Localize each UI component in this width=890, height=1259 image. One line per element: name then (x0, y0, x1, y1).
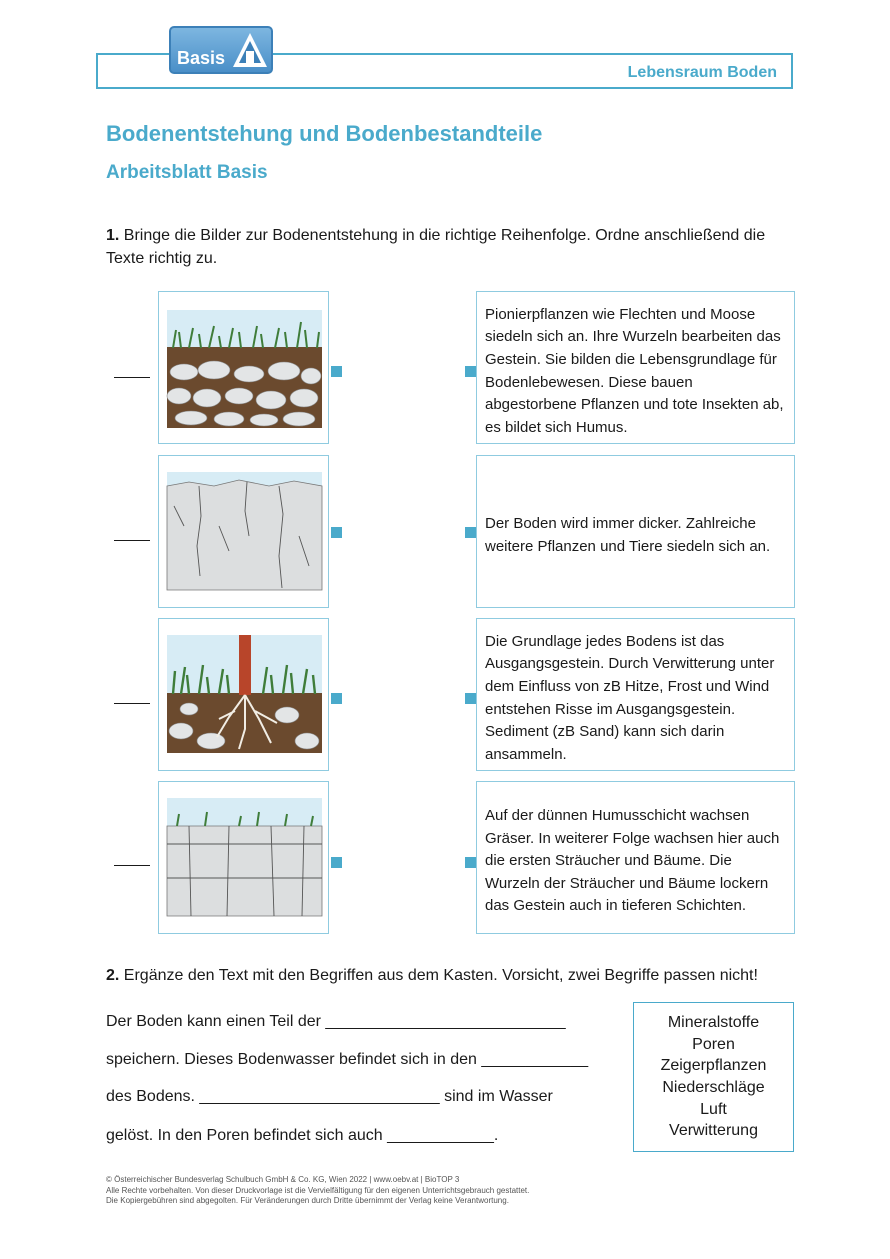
header-topic: Lebensraum Boden (627, 64, 777, 81)
task2-number: 2. (106, 967, 120, 984)
image-plants-roots (158, 618, 329, 771)
footer-line-1: © Österreichischer Bundesverlag Schulbuch GmbH & Co. KG, Wien 2022 | www.oebv.at | BioTOP 3 (106, 1175, 460, 1184)
text-box-4-content: Auf der dünnen Humusschicht wachsen Gräser. In weiterer Folge wachsen hier auch die ersten Sträucher und Bäume. Die Wurzeln der Sträucher und Bäume lockern das Gestein auch in tieferen Schichten. (485, 807, 780, 915)
word-item: Poren (692, 1035, 735, 1053)
word-item: Verwitterung (669, 1122, 758, 1140)
triangle-logo-icon (231, 31, 269, 69)
order-blank-4[interactable] (114, 865, 150, 866)
text-box-2 (476, 455, 795, 608)
connector-dot-right-3[interactable] (465, 693, 476, 704)
footer-line-3: Die Kopiergebühren sind abgegolten. Für Veränderungen durch Dritte übernimmt der Verlag keine Verantwortung. (106, 1196, 509, 1205)
text-box-1-content: Pionierpflanzen wie Flechten und Moose siedeln sich an. Ihre Wurzeln bearbeiten das Gestein. Sie bilden die Lebensgrundlage für Bodenlebewesen. Diese bauen abgestorbene Pflanzen und tote Insekten ab, es bildet sich Humus. (485, 305, 784, 436)
image-humus-layer (158, 291, 329, 444)
connector-dot-right-4[interactable] (465, 857, 476, 868)
text-box-1 (476, 291, 795, 444)
pioneer-plants-illustration (159, 782, 327, 932)
word-item: Luft (700, 1100, 727, 1118)
cloze-line-4[interactable]: gelöst. In den Poren befindet sich auch ____________. (106, 1127, 499, 1144)
order-blank-1[interactable] (114, 377, 150, 378)
order-blank-2[interactable] (114, 540, 150, 541)
connector-dot-right-1[interactable] (465, 366, 476, 377)
bedrock-illustration (159, 456, 327, 606)
order-blank-3[interactable] (114, 703, 150, 704)
task1-number: 1. (106, 227, 120, 244)
task1-text: Bringe die Bilder zur Bodenentstehung in die richtige Reihenfolge. Ordne anschließend die Texte richtig zu. (106, 227, 766, 267)
connector-dot-left-3[interactable] (331, 693, 342, 704)
cloze-line-2[interactable]: speichern. Dieses Bodenwasser befindet sich in den ____________ (106, 1051, 589, 1068)
connector-dot-left-4[interactable] (331, 857, 342, 868)
logo-text: Basis (177, 48, 226, 68)
image-bedrock (158, 455, 329, 608)
cloze-line-3[interactable]: des Bodens. ___________________________ sind im Wasser (106, 1088, 553, 1105)
footer (106, 1175, 529, 1207)
soil-humus-illustration (159, 292, 327, 442)
connector-dot-right-2[interactable] (465, 527, 476, 538)
page-title: Bodenentstehung und Bodenbestandteile (106, 121, 543, 146)
connector-dot-left-1[interactable] (331, 366, 342, 377)
page-subtitle: Arbeitsblatt Basis (106, 162, 268, 183)
cloze-line-1[interactable]: Der Boden kann einen Teil der ___________________________ (106, 1013, 566, 1030)
plants-roots-illustration (159, 619, 327, 769)
task2-text: Ergänze den Text mit den Begriffen aus dem Kasten. Vorsicht, zwei Begriffe passen nicht! (123, 967, 758, 984)
task1-instruction (106, 224, 796, 270)
text-box-2-content: Der Boden wird immer dicker. Zahlreiche weitere Pflanzen und Tiere siedeln sich an. (485, 514, 771, 555)
text-box-4 (476, 781, 795, 934)
word-item: Niederschläge (662, 1079, 765, 1096)
text-box-3 (476, 618, 795, 771)
word-item: Zeigerpflanzen (660, 1057, 767, 1075)
connector-dot-left-2[interactable] (331, 527, 342, 538)
footer-line-2: Alle Rechte vorbehalten. Von dieser Druckvorlage ist die Vervielfältigung für den eigenen Unterrichtsgebrauch gestattet. (106, 1185, 530, 1195)
image-pioneer-plants (158, 781, 329, 934)
text-box-3-content: Die Grundlage jedes Bodens ist das Ausgangsgestein. Durch Verwitterung unter dem Einfluss von zB Hitze, Frost und Wind entstehen Risse im Ausgangsgestein. Sediment (zB Sand) kann sich darin ansammeln. (485, 632, 775, 763)
word-bank (633, 1002, 794, 1152)
task2-instruction (106, 964, 796, 987)
word-item: Mineralstoffe (667, 1014, 760, 1032)
basis-logo (169, 26, 273, 74)
